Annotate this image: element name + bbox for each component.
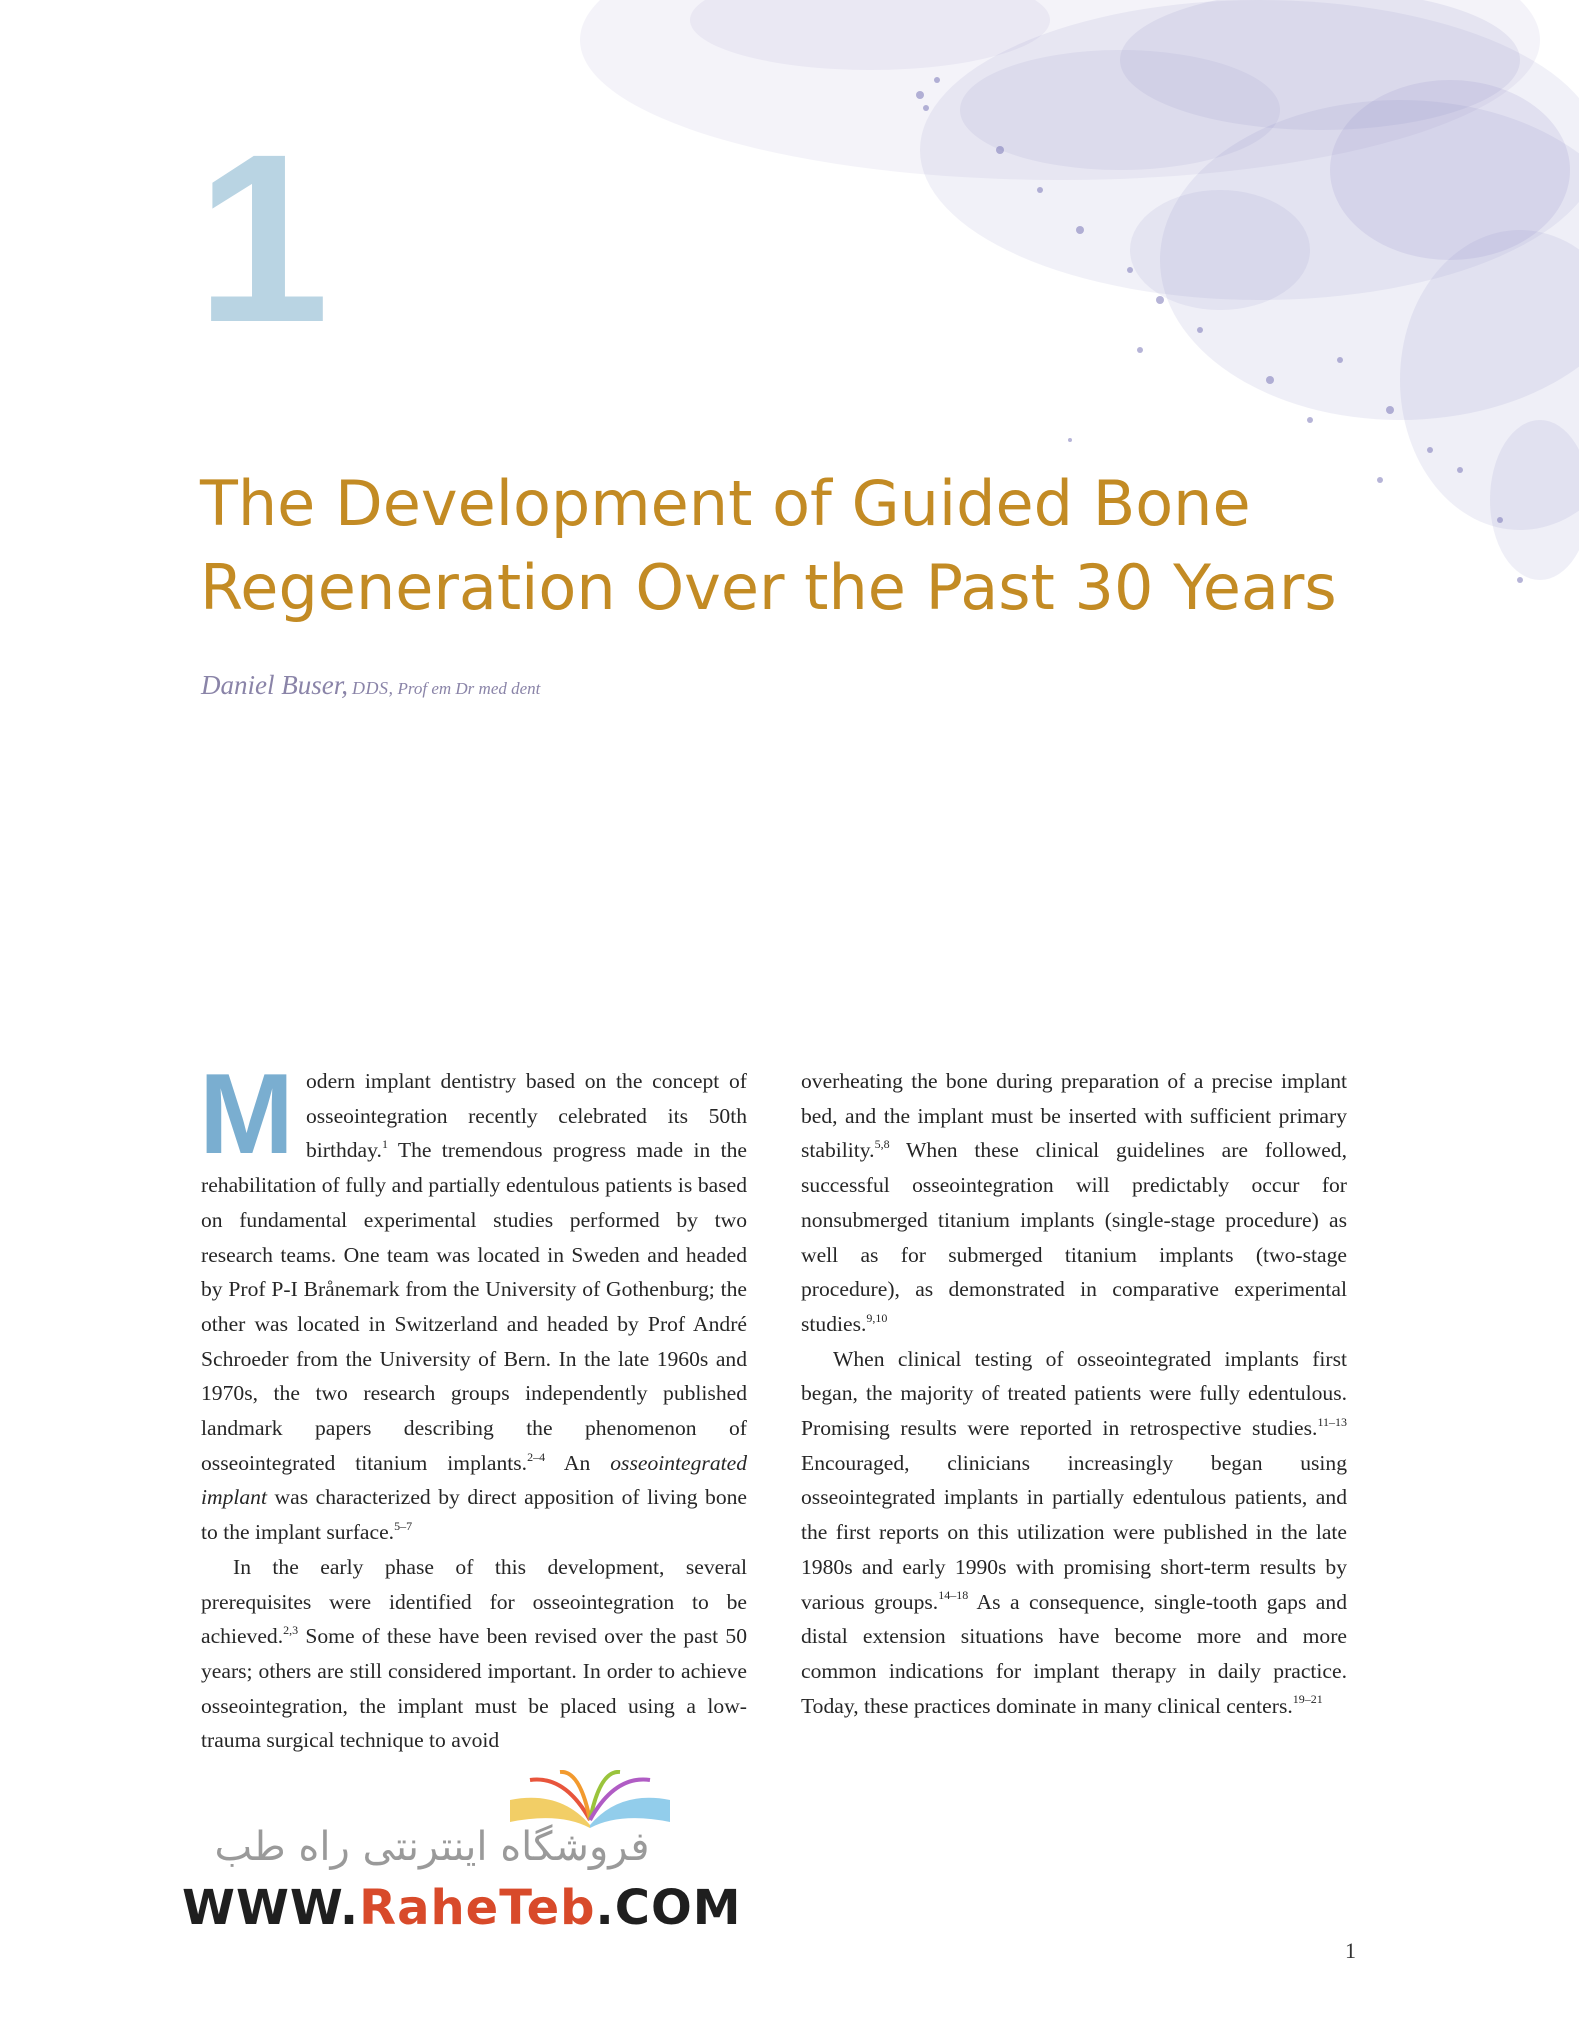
citation: 11–13 xyxy=(1317,1414,1347,1429)
chapter-title: The Development of Guided Bone Regeneration Over the Past 30 Years xyxy=(200,467,1337,624)
author-line xyxy=(201,670,540,701)
body-paragraph: In the early phase of this development, several prerequisites were identified for osseointegration to be achieved.$^{2,3}$ Some of these have been revised over the past 50 years; others are still considered important. In order to achieve osseointegration, the implant must be placed using a low-trauma surgical technique to avoid xyxy=(201,1554,747,1753)
author-credentials: DDS, xyxy=(351,678,394,698)
citation: 2,3 xyxy=(283,1623,299,1638)
body-right-column xyxy=(801,1064,1347,1723)
watermark-persian-text: فروشگاه اینترنتی راه طب xyxy=(214,1824,650,1870)
citation: 5–7 xyxy=(394,1518,413,1533)
drop-cap: M xyxy=(199,1051,294,1178)
body-paragraph: overheating the bone during preparation of a precise implant bed, and the implant must be inserted with sufficient primary stability.$^{5,8}$ When these clinical guidelines are followed, successful osseointegration will predictably occur for nonsubmerged titanium implants (single-stage procedure) as well as for submerged titanium implants (two-stage procedure), as demonstrated in comparative experimental studies.$^{9,10}$ xyxy=(801,1069,1347,1336)
italic-term: osseointegrated implant xyxy=(201,1450,747,1510)
author-degrees: Prof em Dr med dent xyxy=(397,679,541,698)
citation: 5,8 xyxy=(874,1137,890,1152)
citation: 19–21 xyxy=(1292,1692,1323,1707)
body-left-column xyxy=(199,1051,747,1758)
citation: 2–4 xyxy=(527,1449,546,1464)
page-number: 1 xyxy=(1345,1938,1356,1963)
open-book-logo-icon xyxy=(500,1770,680,1830)
body-paragraph: When clinical testing of osseointegrated implants first began, the majority of treated patients were fully edentulous. Promising results were reported in retrospective studies.$^{11-13}$ Encouraged, clinicians increasingly began using osseointegrated implants in partially edentulous patients, and the first reports on this utilization were published in the late 1980s and early 1990s with promising short-term results by various groups.$^{14-18}$ As a consequence, single-tooth gaps and distal extension situations have become more and more common indications for implant therapy in daily practice. Today, these practices dominate in many clinical centers.$^{19-21}$ xyxy=(801,1346,1347,1718)
author-name: Daniel Buser, xyxy=(201,670,348,700)
watermark-url: WWW.RaheTeb.COM xyxy=(182,1880,742,1936)
citation: 1 xyxy=(381,1137,388,1152)
citation: 14–18 xyxy=(938,1588,969,1603)
citation: 9,10 xyxy=(866,1310,888,1325)
body-paragraph: Modern implant dentistry based on the concept of osseointegration recently celebrated its 50th birthday.$^1$ The tremendous progress made in the rehabilitation of fully and partially edentulous patients is based on fundamental experimental studies performed by two research teams. One team was located in Sweden and headed by Prof P-I Brånemark from the University of Gothenburg; the other was located in Switzerland and headed by Prof André Schroeder from the University of Bern. In the late 1960s and 1970s, the two research groups independently published landmark papers describing the phenomenon of osseointegrated titanium implants.$^{2-4}$ An osseointegrated implant was characterized by direct apposition of living bone to the implant surface.$^{5-7}$ xyxy=(199,1051,747,1545)
watermark xyxy=(170,1770,742,1936)
chapter-number: 1 xyxy=(196,104,326,372)
